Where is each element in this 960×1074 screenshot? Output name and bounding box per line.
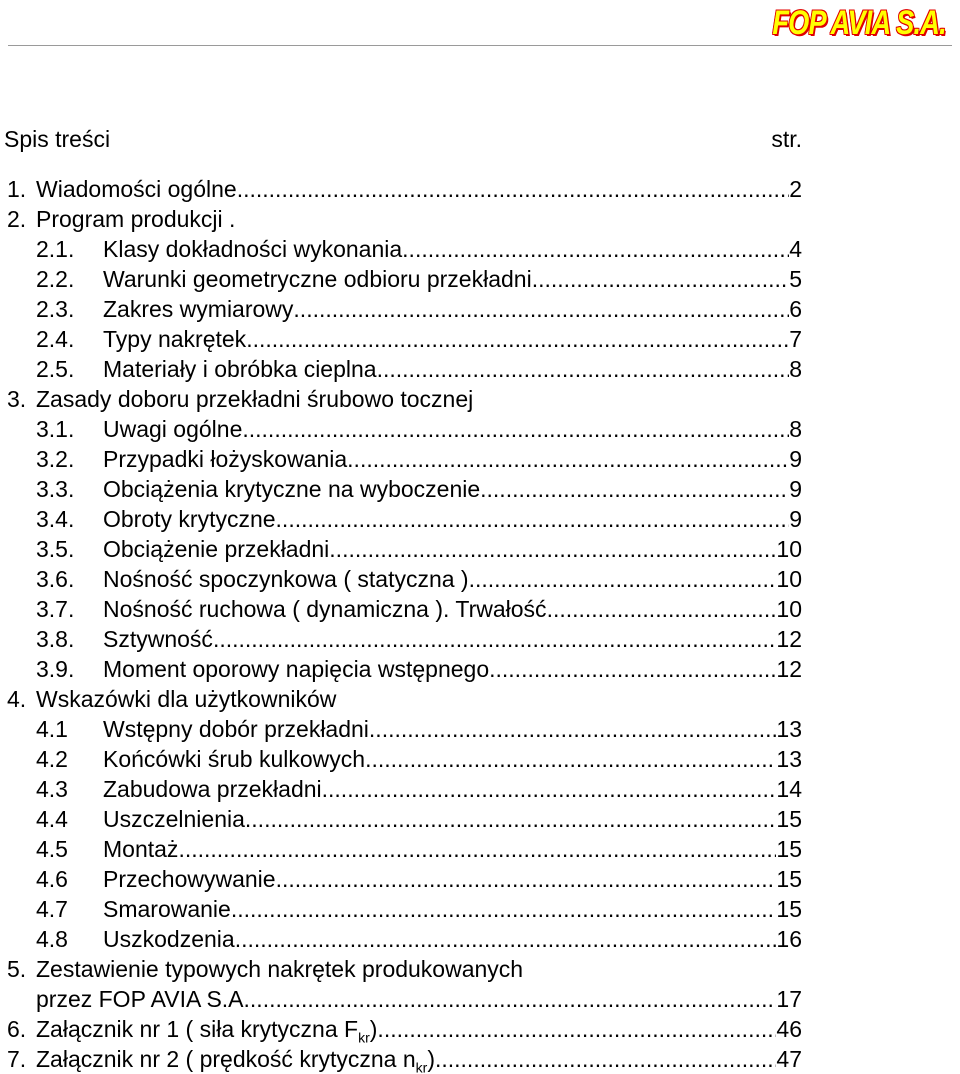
toc-entry-number: 3.1. [36, 416, 75, 442]
toc-entry-number: 3. [7, 386, 27, 412]
toc-entry-number: 1. [7, 176, 27, 202]
toc-entry [0, 234, 960, 264]
toc-entry [0, 594, 960, 624]
toc-dot-leader [231, 894, 777, 924]
toc-entry-page: 14 [776, 776, 802, 802]
toc-entry-number: 2. [7, 206, 27, 232]
toc-entry-number: 2.5. [36, 356, 75, 382]
toc-dot-leader [178, 834, 776, 864]
toc-dot-leader [347, 444, 789, 474]
toc-entry-title: Smarowanie [103, 896, 231, 922]
toc-entry-number: 6. [7, 1016, 27, 1042]
toc-title: Spis treści [4, 126, 111, 152]
toc-entry [0, 474, 960, 504]
toc-entry-number: 3.6. [36, 566, 75, 592]
toc-entry-number: 3.3. [36, 476, 75, 502]
toc-entry [0, 414, 960, 444]
toc-entry-number: 3.2. [36, 446, 75, 472]
toc-entry-title: Wskazówki dla użytkowników [36, 686, 337, 712]
toc-entry-page: 13 [776, 746, 802, 772]
toc-entry [0, 444, 960, 474]
toc-entry [0, 864, 960, 894]
toc-entry-page: 8 [789, 356, 802, 382]
toc-entry [0, 264, 960, 294]
toc-dot-leader [250, 984, 776, 1014]
toc-entry-number: 4.3 [36, 776, 68, 802]
toc-entry [0, 984, 960, 1014]
company-logo: FOP AVIA S.A. [772, 4, 946, 42]
toc-dot-leader [329, 534, 776, 564]
toc-dot-leader [242, 414, 789, 444]
toc-entry-number: 2.4. [36, 326, 75, 352]
toc-dot-leader [276, 864, 777, 894]
toc-dot-leader [369, 714, 776, 744]
toc-entry-title: Zasady doboru przekładni śrubowo tocznej [36, 386, 474, 412]
toc-entry-page: 15 [776, 806, 802, 832]
toc-entry-title: Końcówki śrub kulkowych [103, 746, 366, 772]
toc-entry [0, 324, 960, 354]
toc-entry-page: 4 [789, 236, 802, 262]
toc-entry-number: 3.7. [36, 596, 75, 622]
toc-entry [0, 954, 960, 984]
toc-entry [0, 714, 960, 744]
toc-dot-leader [384, 1014, 777, 1044]
toc-entry [0, 354, 960, 384]
toc-entry-number: 2.3. [36, 296, 75, 322]
toc-dot-leader [441, 1044, 776, 1074]
toc-entry [0, 924, 960, 954]
toc-dot-leader [402, 234, 789, 264]
toc-entry [0, 684, 960, 714]
toc-entry-title: Zestawienie typowych nakrętek produkowanych [36, 956, 524, 982]
toc-dot-leader [480, 474, 789, 504]
toc-entry-page: 10 [776, 596, 802, 622]
toc-dot-leader [237, 174, 789, 204]
toc-entry-page: 5 [789, 266, 802, 292]
toc-entry-number: 4.6 [36, 866, 68, 892]
toc-entry [0, 894, 960, 924]
toc-dot-leader [365, 744, 776, 774]
toc-entry-title: Sztywność [103, 626, 213, 652]
toc-entry-title: Nośność spoczynkowa ( statyczna ) [103, 566, 469, 592]
toc-entry-page: 15 [776, 866, 802, 892]
toc-dot-leader [245, 804, 777, 834]
toc-header [4, 124, 802, 154]
toc-entry [0, 774, 960, 804]
toc-entry-title: Klasy dokładności wykonania [103, 236, 403, 262]
toc-entry [0, 504, 960, 534]
toc-entry-number: 5. [7, 956, 27, 982]
toc-entry-number: 3.9. [36, 656, 75, 682]
toc-entry-number: 3.8. [36, 626, 75, 652]
toc-entry [0, 204, 960, 234]
toc-entry-page: 9 [789, 506, 802, 532]
toc-entry [0, 294, 960, 324]
toc-entry [0, 1044, 960, 1074]
toc-entry-number: 3.5. [36, 536, 75, 562]
toc-entry [0, 624, 960, 654]
toc-dot-leader [469, 564, 777, 594]
toc-entry-page: 7 [789, 326, 802, 352]
toc-entry-number: 4.4 [36, 806, 68, 832]
toc-entry-number: 4.8 [36, 926, 68, 952]
toc-entry-number: 2.1. [36, 236, 75, 262]
toc-dot-leader [322, 774, 777, 804]
table-of-contents [0, 174, 960, 1074]
toc-entry [0, 384, 960, 414]
toc-entry-page: 16 [776, 926, 802, 952]
toc-entry-page: 2 [789, 176, 802, 202]
toc-entry-page: 9 [789, 476, 802, 502]
toc-entry-title: Typy nakrętek [103, 326, 247, 352]
toc-entry [0, 654, 960, 684]
toc-entry-title: przez FOP AVIA S.A. [36, 986, 250, 1012]
toc-entry-number: 7. [7, 1046, 27, 1072]
toc-entry-number: 4.2 [36, 746, 68, 772]
toc-entry-page: 47 [776, 1046, 802, 1072]
toc-entry [0, 564, 960, 594]
toc-entry-page: 8 [789, 416, 802, 442]
toc-entry-title: Nośność ruchowa ( dynamiczna ). Trwałość [103, 596, 547, 622]
toc-entry-number: 3.4. [36, 506, 75, 532]
toc-page-column-label: str. [771, 126, 802, 152]
toc-entry-title: Zakres wymiarowy [103, 296, 294, 322]
toc-entry-number: 4.1 [36, 716, 68, 742]
toc-entry-page: 15 [776, 836, 802, 862]
header-rule [8, 45, 952, 46]
toc-entry-page: 12 [776, 656, 802, 682]
toc-entry-title: Materiały i obróbka cieplna [103, 356, 377, 382]
toc-dot-leader [293, 294, 789, 324]
toc-entry-title: Załącznik nr 1 ( siła krytyczna $F_{kr}$). [36, 1016, 384, 1044]
toc-entry-title: Przechowywanie [103, 866, 276, 892]
toc-entry-title: Przypadki łożyskowania [103, 446, 348, 472]
toc-dot-leader [235, 924, 777, 954]
toc-entry-page: 6 [789, 296, 802, 322]
toc-dot-leader [489, 654, 776, 684]
toc-entry [0, 174, 960, 204]
toc-entry [0, 744, 960, 774]
toc-entry-number: 2.2. [36, 266, 75, 292]
toc-entry-page: 12 [776, 626, 802, 652]
toc-entry-title: Uwagi ogólne [103, 416, 243, 442]
toc-entry-title: Program produkcji . [36, 206, 236, 232]
toc-entry-title: Wstępny dobór przekładni [103, 716, 369, 742]
toc-entry-title: Warunki geometryczne odbioru przekładni [103, 266, 532, 292]
toc-entry-page: 10 [776, 536, 802, 562]
toc-entry [0, 804, 960, 834]
toc-entry-title: Uszczelnienia [103, 806, 245, 832]
toc-entry-page: 15 [776, 896, 802, 922]
toc-dot-leader [276, 504, 790, 534]
toc-dot-leader [377, 354, 790, 384]
toc-entry-title: Obciążenia krytyczne na wyboczenie [103, 476, 481, 502]
toc-dot-leader [532, 264, 790, 294]
toc-entry-number: 4. [7, 686, 27, 712]
toc-entry-page: 46 [776, 1016, 802, 1042]
toc-entry-page: 17 [776, 986, 802, 1012]
toc-dot-leader [547, 594, 777, 624]
toc-entry-title: Załącznik nr 2 ( prędkość krytyczna $n_{kr}$). [36, 1046, 442, 1074]
toc-entry-number: 4.7 [36, 896, 68, 922]
toc-entry-title: Montaż [103, 836, 179, 862]
toc-dot-leader [246, 324, 789, 354]
toc-entry-title: Obciążenie przekładni [103, 536, 330, 562]
toc-entry-title: Zabudowa przekładni [103, 776, 322, 802]
toc-entry [0, 534, 960, 564]
toc-entry-page: 9 [789, 446, 802, 472]
toc-entry [0, 834, 960, 864]
toc-dot-leader [213, 624, 776, 654]
toc-entry-title: Wiadomości ogólne [36, 176, 237, 202]
toc-entry-page: 10 [776, 566, 802, 592]
toc-entry-title: Obroty krytyczne [103, 506, 276, 532]
toc-entry-title: Moment oporowy napięcia wstępnego [103, 656, 490, 682]
toc-entry-number: 4.5 [36, 836, 68, 862]
toc-entry-page: 13 [776, 716, 802, 742]
toc-entry [0, 1014, 960, 1044]
toc-entry-title: Uszkodzenia [103, 926, 235, 952]
